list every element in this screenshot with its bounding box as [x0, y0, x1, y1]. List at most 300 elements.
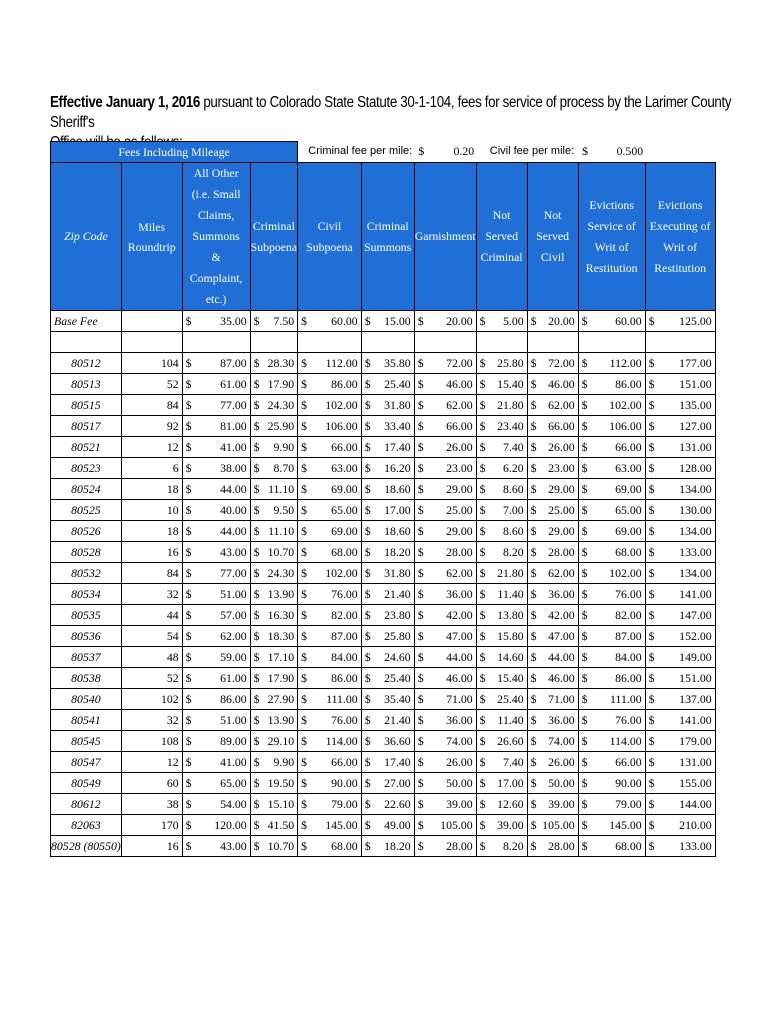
fee-value-cell: 69.00	[314, 479, 361, 500]
fee-value-cell: 6.20	[490, 458, 527, 479]
fee-value-cell: 31.80	[375, 563, 414, 584]
currency-symbol: $	[250, 794, 264, 815]
fee-value-cell: 50.00	[541, 773, 578, 794]
fee-value-cell: 72.00	[541, 353, 578, 374]
currency-symbol: $	[361, 815, 375, 836]
table-row	[51, 521, 716, 542]
currency-symbol: $	[298, 752, 315, 773]
currency-symbol: $	[578, 794, 592, 815]
miles-cell: 38	[121, 794, 182, 815]
fee-value-cell: 21.80	[490, 395, 527, 416]
currency-symbol: $	[476, 752, 490, 773]
fee-value-cell: 25.00	[541, 500, 578, 521]
fee-value-cell: 12.60	[490, 794, 527, 815]
fee-value-cell: 51.00	[196, 710, 250, 731]
currency-symbol: $	[527, 731, 541, 752]
fee-value-cell: 114.00	[592, 731, 645, 752]
zip-code-cell: 80524	[51, 479, 122, 500]
fee-value-cell: 15.40	[490, 374, 527, 395]
fee-value-cell: 41.00	[196, 437, 250, 458]
fee-value-cell: 111.00	[592, 689, 645, 710]
currency-symbol: $	[298, 458, 315, 479]
currency-symbol: $	[578, 731, 592, 752]
fee-value-cell: 13.90	[264, 584, 297, 605]
currency-symbol: $	[250, 710, 264, 731]
currency-symbol: $	[298, 731, 315, 752]
fee-value-cell: 127.00	[659, 416, 715, 437]
fee-value-cell: 147.00	[659, 605, 715, 626]
currency-symbol: $	[527, 647, 541, 668]
currency-symbol: $	[527, 479, 541, 500]
fee-value-cell: 134.00	[659, 521, 715, 542]
currency-symbol: $	[527, 521, 541, 542]
currency-symbol: $	[361, 479, 375, 500]
currency-symbol: $	[298, 542, 315, 563]
currency-symbol: $	[414, 563, 428, 584]
fee-value-cell: 46.00	[428, 668, 476, 689]
fee-value-cell: 49.00	[375, 815, 414, 836]
fee-value-cell: 149.00	[659, 647, 715, 668]
base-fee-value: 15.00	[375, 311, 414, 332]
miles-cell: 52	[121, 668, 182, 689]
currency-symbol: $	[182, 647, 196, 668]
fee-value-cell: 18.60	[375, 479, 414, 500]
fee-value-cell: 41.00	[196, 752, 250, 773]
table-row	[51, 752, 716, 773]
fee-value-cell: 79.00	[592, 794, 645, 815]
currency-symbol: $	[250, 731, 264, 752]
table-row	[51, 647, 716, 668]
fee-value-cell: 89.00	[196, 731, 250, 752]
zip-code-cell: 80521	[51, 437, 122, 458]
fee-value-cell: 17.90	[264, 374, 297, 395]
currency-symbol: $	[414, 353, 428, 374]
base-fee-value: 60.00	[314, 311, 361, 332]
currency-symbol: $	[182, 752, 196, 773]
fee-value-cell: 16.30	[264, 605, 297, 626]
fee-value-cell: 26.00	[541, 437, 578, 458]
base-fee-value: 5.00	[490, 311, 527, 332]
fee-value-cell: 128.00	[659, 458, 715, 479]
fee-value-cell: 17.00	[490, 773, 527, 794]
fee-value-cell: 179.00	[659, 731, 715, 752]
effective-date: Effective January 1, 2016	[50, 94, 200, 111]
currency-symbol: $	[182, 374, 196, 395]
currency-symbol: $	[250, 395, 264, 416]
table-row	[51, 605, 716, 626]
fee-value-cell: 29.00	[541, 479, 578, 500]
currency-symbol: $	[298, 416, 315, 437]
currency-symbol: $	[182, 605, 196, 626]
currency-symbol: $	[414, 752, 428, 773]
fee-value-cell: 36.00	[428, 584, 476, 605]
currency-symbol: $	[298, 479, 315, 500]
currency-symbol: $	[645, 311, 659, 332]
table-row	[51, 794, 716, 815]
base-fee-value: 20.00	[541, 311, 578, 332]
currency-symbol: $	[250, 542, 264, 563]
fee-value-cell: 25.40	[375, 374, 414, 395]
fee-value-cell: 120.00	[196, 815, 250, 836]
miles-cell: 12	[121, 437, 182, 458]
fee-value-cell: 7.40	[490, 437, 527, 458]
currency-symbol: $	[250, 500, 264, 521]
miles-cell: 16	[121, 836, 182, 857]
currency-symbol: $	[645, 479, 659, 500]
miles-cell: 6	[121, 458, 182, 479]
header-civil-subpoena: Civil Subpoena	[298, 163, 362, 311]
fee-value-cell: 8.70	[264, 458, 297, 479]
currency-symbol: $	[361, 794, 375, 815]
currency-symbol: $	[578, 458, 592, 479]
fee-value-cell: 25.40	[490, 689, 527, 710]
currency-symbol: $	[250, 374, 264, 395]
base-fee-value: 60.00	[592, 311, 645, 332]
zip-code-cell: 80549	[51, 773, 122, 794]
fee-value-cell: 105.00	[541, 815, 578, 836]
fee-value-cell: 62.00	[196, 626, 250, 647]
civil-fee-currency: $	[578, 142, 592, 163]
currency-symbol: $	[414, 626, 428, 647]
currency-symbol: $	[361, 374, 375, 395]
fee-value-cell: 76.00	[592, 584, 645, 605]
fee-value-cell: 87.00	[314, 626, 361, 647]
currency-symbol: $	[182, 353, 196, 374]
fee-value-cell: 76.00	[592, 710, 645, 731]
fee-value-cell: 62.00	[428, 563, 476, 584]
currency-symbol: $	[414, 521, 428, 542]
fee-value-cell: 106.00	[592, 416, 645, 437]
fee-value-cell: 28.30	[264, 353, 297, 374]
fee-value-cell: 47.00	[428, 626, 476, 647]
fee-value-cell: 28.00	[428, 542, 476, 563]
table-row	[51, 437, 716, 458]
fee-value-cell: 26.00	[428, 752, 476, 773]
currency-symbol: $	[645, 521, 659, 542]
zip-code-cell: 80545	[51, 731, 122, 752]
currency-symbol: $	[578, 647, 592, 668]
currency-symbol: $	[476, 353, 490, 374]
currency-symbol: $	[645, 395, 659, 416]
currency-symbol: $	[527, 500, 541, 521]
miles-cell: 18	[121, 521, 182, 542]
fee-value-cell: 18.60	[375, 521, 414, 542]
currency-symbol: $	[578, 500, 592, 521]
miles-cell: 84	[121, 563, 182, 584]
miles-cell: 32	[121, 584, 182, 605]
fee-value-cell: 106.00	[314, 416, 361, 437]
fee-value-cell: 43.00	[196, 836, 250, 857]
currency-symbol: $	[298, 815, 315, 836]
topbar-row	[51, 142, 716, 163]
fee-value-cell: 28.00	[541, 836, 578, 857]
currency-symbol: $	[182, 500, 196, 521]
miles-cell: 52	[121, 374, 182, 395]
currency-symbol: $	[182, 521, 196, 542]
currency-symbol: $	[361, 584, 375, 605]
table-row	[51, 416, 716, 437]
fee-value-cell: 86.00	[592, 374, 645, 395]
fee-value-cell: 74.00	[541, 731, 578, 752]
fee-value-cell: 68.00	[314, 836, 361, 857]
fee-value-cell: 61.00	[196, 374, 250, 395]
fee-value-cell: 26.60	[490, 731, 527, 752]
fee-value-cell: 10.70	[264, 542, 297, 563]
currency-symbol: $	[476, 500, 490, 521]
currency-symbol: $	[527, 668, 541, 689]
zip-code-cell: 80528 (80550)	[51, 836, 122, 857]
fee-value-cell: 86.00	[592, 668, 645, 689]
currency-symbol: $	[250, 416, 264, 437]
zip-code-cell: 80541	[51, 710, 122, 731]
currency-symbol: $	[414, 815, 428, 836]
intro-rest: pursuant to Colorado State Statute 30-1-104, fees for service of process by the Larimer County Sheriff's	[50, 94, 732, 131]
currency-symbol: $	[414, 773, 428, 794]
fee-value-cell: 42.00	[541, 605, 578, 626]
currency-symbol: $	[250, 437, 264, 458]
zip-code-cell: 80526	[51, 521, 122, 542]
currency-symbol: $	[414, 731, 428, 752]
header-evictions-executing: Evictions Executing of Writ of Restitution	[645, 163, 715, 311]
base-fee-value: 35.00	[196, 311, 250, 332]
fee-value-cell: 131.00	[659, 752, 715, 773]
table-row	[51, 542, 716, 563]
zip-code-cell: 80612	[51, 794, 122, 815]
fee-value-cell: 112.00	[314, 353, 361, 374]
fee-value-cell: 43.00	[196, 542, 250, 563]
currency-symbol: $	[476, 437, 490, 458]
currency-symbol: $	[527, 374, 541, 395]
currency-symbol: $	[298, 626, 315, 647]
fee-value-cell: 13.90	[264, 710, 297, 731]
zip-code-cell: 80512	[51, 353, 122, 374]
currency-symbol: $	[645, 500, 659, 521]
fee-value-cell: 44.00	[428, 647, 476, 668]
fee-value-cell: 7.40	[490, 752, 527, 773]
currency-symbol: $	[361, 542, 375, 563]
header-garnishment: Garnishment	[414, 163, 476, 311]
fee-value-cell: 15.80	[490, 626, 527, 647]
currency-symbol: $	[476, 521, 490, 542]
currency-symbol: $	[645, 794, 659, 815]
currency-symbol: $	[645, 647, 659, 668]
fee-table	[50, 141, 716, 857]
currency-symbol: $	[414, 710, 428, 731]
fee-value-cell: 39.00	[490, 815, 527, 836]
fee-value-cell: 29.10	[264, 731, 297, 752]
fee-value-cell: 77.00	[196, 395, 250, 416]
currency-symbol: $	[527, 815, 541, 836]
fee-value-cell: 7.00	[490, 500, 527, 521]
zip-code-cell: 80536	[51, 626, 122, 647]
currency-symbol: $	[645, 542, 659, 563]
miles-cell: 60	[121, 773, 182, 794]
currency-symbol: $	[414, 416, 428, 437]
currency-symbol: $	[298, 395, 315, 416]
fee-value-cell: 36.00	[428, 710, 476, 731]
currency-symbol: $	[361, 458, 375, 479]
currency-symbol: $	[476, 794, 490, 815]
currency-symbol: $	[361, 353, 375, 374]
currency-symbol: $	[645, 815, 659, 836]
currency-symbol: $	[578, 773, 592, 794]
fee-value-cell: 51.00	[196, 584, 250, 605]
currency-symbol: $	[578, 668, 592, 689]
currency-symbol: $	[578, 584, 592, 605]
fee-value-cell: 8.20	[490, 542, 527, 563]
fees-including-mileage: Fees Including Mileage	[51, 142, 298, 163]
currency-symbol: $	[414, 794, 428, 815]
currency-symbol: $	[298, 710, 315, 731]
miles-cell: 44	[121, 605, 182, 626]
table-row	[51, 668, 716, 689]
currency-symbol: $	[476, 458, 490, 479]
header-criminal-summons: Criminal Summons	[361, 163, 414, 311]
fee-value-cell: 26.00	[541, 752, 578, 773]
fee-value-cell: 81.00	[196, 416, 250, 437]
currency-symbol: $	[250, 689, 264, 710]
currency-symbol: $	[645, 584, 659, 605]
fee-value-cell: 28.00	[541, 542, 578, 563]
currency-symbol: $	[298, 836, 315, 857]
header-zip-code: Zip Code	[51, 163, 122, 311]
currency-symbol: $	[476, 689, 490, 710]
fee-value-cell: 15.10	[264, 794, 297, 815]
currency-symbol: $	[182, 731, 196, 752]
currency-symbol: $	[578, 815, 592, 836]
fee-value-cell: 71.00	[428, 689, 476, 710]
fee-value-cell: 44.00	[196, 479, 250, 500]
currency-symbol: $	[414, 605, 428, 626]
fee-value-cell: 44.00	[541, 647, 578, 668]
header-not-served-criminal: Not Served Criminal	[476, 163, 527, 311]
fee-value-cell: 47.00	[541, 626, 578, 647]
fee-value-cell: 50.00	[428, 773, 476, 794]
currency-symbol: $	[578, 836, 592, 857]
fee-value-cell: 21.40	[375, 584, 414, 605]
zip-code-cell: 80532	[51, 563, 122, 584]
civil-fee-value: 0.500	[592, 142, 645, 163]
fee-value-cell: 102.00	[314, 395, 361, 416]
fee-value-cell: 11.40	[490, 584, 527, 605]
currency-symbol: $	[527, 584, 541, 605]
fee-value-cell: 9.50	[264, 500, 297, 521]
fee-value-cell: 46.00	[428, 374, 476, 395]
fee-value-cell: 65.00	[314, 500, 361, 521]
header-criminal-subpoena: Criminal Subpoena	[250, 163, 298, 311]
currency-symbol: $	[476, 395, 490, 416]
fee-value-cell: 66.00	[314, 437, 361, 458]
currency-symbol: $	[414, 395, 428, 416]
fee-value-cell: 68.00	[314, 542, 361, 563]
fee-value-cell: 76.00	[314, 710, 361, 731]
currency-symbol: $	[476, 563, 490, 584]
fee-value-cell: 17.40	[375, 437, 414, 458]
currency-symbol: $	[645, 353, 659, 374]
currency-symbol: $	[476, 626, 490, 647]
currency-symbol: $	[298, 353, 315, 374]
currency-symbol: $	[298, 773, 315, 794]
fee-value-cell: 145.00	[592, 815, 645, 836]
header-miles-roundtrip: Miles Roundtrip	[121, 163, 182, 311]
header-row	[51, 163, 716, 311]
currency-symbol: $	[182, 668, 196, 689]
currency-symbol: $	[361, 416, 375, 437]
currency-symbol: $	[182, 479, 196, 500]
zip-code-cell: 80540	[51, 689, 122, 710]
currency-symbol: $	[361, 437, 375, 458]
fee-value-cell: 71.00	[541, 689, 578, 710]
currency-symbol: $	[414, 437, 428, 458]
fee-value-cell: 76.00	[314, 584, 361, 605]
currency-symbol: $	[578, 710, 592, 731]
currency-symbol: $	[578, 542, 592, 563]
fee-value-cell: 74.00	[428, 731, 476, 752]
currency-symbol: $	[250, 584, 264, 605]
fee-value-cell: 44.00	[196, 521, 250, 542]
currency-symbol: $	[182, 710, 196, 731]
fee-value-cell: 11.40	[490, 710, 527, 731]
currency-symbol: $	[578, 752, 592, 773]
fee-value-cell: 36.60	[375, 731, 414, 752]
currency-symbol: $	[527, 563, 541, 584]
fee-value-cell: 38.00	[196, 458, 250, 479]
currency-symbol: $	[414, 668, 428, 689]
currency-symbol: $	[361, 395, 375, 416]
currency-symbol: $	[645, 752, 659, 773]
currency-symbol: $	[527, 437, 541, 458]
fee-value-cell: 31.80	[375, 395, 414, 416]
currency-symbol: $	[645, 773, 659, 794]
fee-value-cell: 9.90	[264, 752, 297, 773]
fee-value-cell: 17.00	[375, 500, 414, 521]
currency-symbol: $	[645, 374, 659, 395]
currency-symbol: $	[250, 353, 264, 374]
fee-value-cell: 79.00	[314, 794, 361, 815]
miles-cell: 108	[121, 731, 182, 752]
currency-symbol: $	[476, 374, 490, 395]
currency-symbol: $	[527, 773, 541, 794]
miles-cell: 16	[121, 542, 182, 563]
fee-value-cell: 25.40	[375, 668, 414, 689]
fee-value-cell: 8.20	[490, 836, 527, 857]
currency-symbol: $	[645, 563, 659, 584]
fee-value-cell: 13.80	[490, 605, 527, 626]
fee-value-cell: 82.00	[314, 605, 361, 626]
zip-code-cell: 80523	[51, 458, 122, 479]
zip-code-cell: 80538	[51, 668, 122, 689]
currency-symbol: $	[645, 626, 659, 647]
fee-value-cell: 35.40	[375, 689, 414, 710]
fee-value-cell: 41.50	[264, 815, 297, 836]
currency-symbol: $	[250, 815, 264, 836]
currency-symbol: $	[414, 647, 428, 668]
currency-symbol: $	[645, 605, 659, 626]
header-all-other: All Other (i.e. Small Claims, Summons & Complaint, etc.)	[182, 163, 250, 311]
base-fee-row	[51, 311, 716, 332]
currency-symbol: $	[527, 626, 541, 647]
fee-value-cell: 14.60	[490, 647, 527, 668]
currency-symbol: $	[361, 521, 375, 542]
currency-symbol: $	[476, 815, 490, 836]
fee-value-cell: 134.00	[659, 479, 715, 500]
currency-symbol: $	[182, 542, 196, 563]
fee-value-cell: 137.00	[659, 689, 715, 710]
currency-symbol: $	[527, 752, 541, 773]
fee-value-cell: 69.00	[592, 521, 645, 542]
currency-symbol: $	[527, 794, 541, 815]
fee-value-cell: 66.00	[428, 416, 476, 437]
